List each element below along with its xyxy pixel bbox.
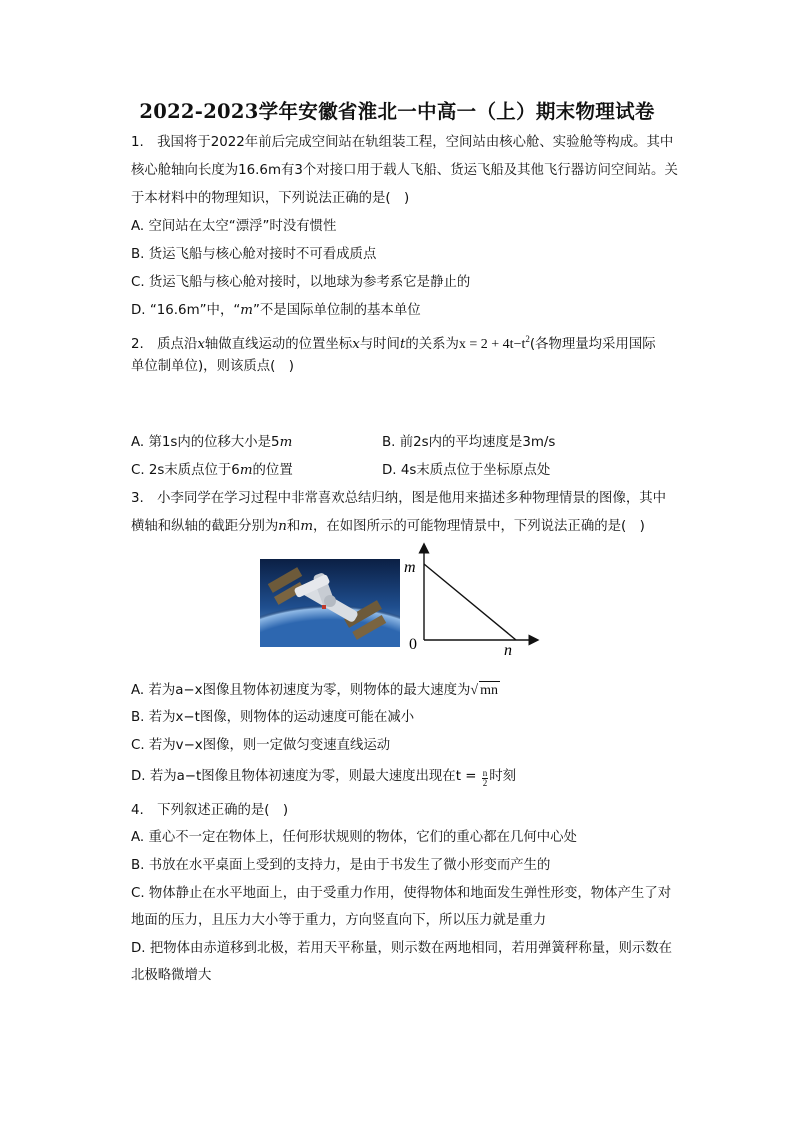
q1-d-post: ”不是国际单位制的基本单位 <box>252 303 421 318</box>
q1-line-1: 1. 我国将于2022年前后完成空间站在轨组装工程，空间站由核心舱、实验舱等构成。其中 <box>131 135 674 150</box>
q3-option-b: B. 若为x−t图像，则物体的运动速度可能在减小 <box>131 710 415 725</box>
q1-d-pre: D. “16.6m”中，“ <box>131 303 241 318</box>
q4-option-d-line-1: D. 把物体由赤道移到北极，若用天平称量，则示数在两地相同，若用弹簧秤称量，则示数在 <box>131 941 673 956</box>
q2-option-b: B. 前2s内的平均速度是3m/s <box>382 435 556 450</box>
q2-c-post: 的位置 <box>252 463 293 478</box>
q3-text-c: ，在如图所示的可能物理情景中，下列说法正确的是( ) <box>313 519 645 534</box>
fraction-numerator: n <box>482 768 488 778</box>
q4-option-b: B. 书放在水平桌面上受到的支持力，是由于书发生了微小形变而产生的 <box>131 858 551 873</box>
q1-line-2: 核心舱轴向长度为16.6m有3个对接口用于载人飞船、货运飞船及其他飞行器访问空间站。关 <box>131 163 678 178</box>
q1-option-c: C. 货运飞船与核心舱对接时，以地球为参考系它是静止的 <box>131 275 471 290</box>
q1-option-b: B. 货运飞船与核心舱对接时不可看成质点 <box>131 247 377 262</box>
q3-d-post: 时刻 <box>489 769 516 784</box>
q2-equation <box>458 334 530 352</box>
q1-line-3: 于本材料中的物理知识，下列说法正确的是( ) <box>131 191 410 206</box>
q2-var-x2: x <box>352 337 360 352</box>
q2-option-d: D. 4s末质点位于坐标原点处 <box>382 463 551 478</box>
q3-var-n: n <box>278 519 287 534</box>
q4-option-c-line-1: C. 物体静止在水平地面上，由于受重力作用，使得物体和地面发生弹性形变，物体产生了对 <box>131 886 672 901</box>
q2-option-a <box>131 434 292 452</box>
q4-line-1: 4. 下列叙述正确的是( ) <box>131 803 289 818</box>
q2-var-x1: x <box>197 337 205 352</box>
q2-line-2: 单位制单位)，则该质点( ) <box>131 359 294 374</box>
q2-text-a: 2. 质点沿 <box>131 337 198 352</box>
page-title: 2022-2023学年安徽省淮北一中高一（上）期末物理试卷 <box>139 100 655 123</box>
q2-var-t: t <box>399 337 406 352</box>
q3-line-2 <box>131 518 645 536</box>
q3-d-text: D. 若为a−t图像且物体初速度为零，则最大速度出现在t = <box>131 769 481 784</box>
q2-eq-base: x = 2 + 4t−t <box>458 337 526 352</box>
origin-label: 0 <box>409 636 417 653</box>
q3-text-b: 和 <box>286 519 301 534</box>
q2-c-unit: m <box>239 463 253 478</box>
q4-option-a: A. 重心不一定在物体上，任何形状规则的物体，它们的重心都在几何中心处 <box>131 830 577 845</box>
q2-eq-sup: 2 <box>525 334 530 344</box>
fraction <box>482 769 489 788</box>
q2-a-unit: m <box>279 435 293 450</box>
q3-line-1: 3. 小李同学在学习过程中非常喜欢总结归纳，图是他用来描述多种物理情景的图像，其中 <box>131 491 667 506</box>
q2-option-c <box>131 462 293 480</box>
q3-a-text: A. 若为a−x图像且物体初速度为零，则物体的最大速度为 <box>131 683 471 698</box>
q3-option-d <box>131 768 516 788</box>
sqrt-symbol: √ <box>470 683 479 698</box>
q2-line-1 <box>131 330 656 354</box>
x-intercept-label: n <box>504 642 512 659</box>
q3-option-c: C. 若为v−x图像，则一定做匀变速直线运动 <box>131 738 391 753</box>
q1-d-m: m <box>240 303 253 318</box>
q1-option-d <box>131 302 421 320</box>
q3-text-a: 横轴和纵轴的截距分别为 <box>131 519 279 534</box>
graph-line <box>424 564 516 640</box>
q4-option-d-line-2: 北极略微增大 <box>131 968 212 983</box>
q2-text-d: 的关系为 <box>405 337 459 352</box>
q1-option-a: A. 空间站在太空“漂浮”时没有惯性 <box>131 219 337 234</box>
fraction-denominator: 2 <box>482 778 488 788</box>
q2-text-c: 与时间 <box>359 337 400 352</box>
q2-a-text: A. 第1s内的位移大小是5 <box>131 435 280 450</box>
q3-var-m: m <box>300 519 314 534</box>
y-intercept-label: m <box>404 559 416 576</box>
q2-text-b: 轴做直线运动的位置坐标 <box>204 337 353 352</box>
q3-option-a <box>131 681 500 700</box>
q2-c-text: C. 2s末质点位于6 <box>131 463 240 478</box>
q3-a-radicand: mn <box>480 683 498 698</box>
space-station-image <box>260 559 400 647</box>
q2-text-e: (各物理量均采用国际 <box>529 337 656 352</box>
q4-option-c-line-2: 地面的压力，且压力大小等于重力，方向竖直向下，所以压力就是重力 <box>131 913 547 928</box>
intercept-graph <box>398 542 540 660</box>
